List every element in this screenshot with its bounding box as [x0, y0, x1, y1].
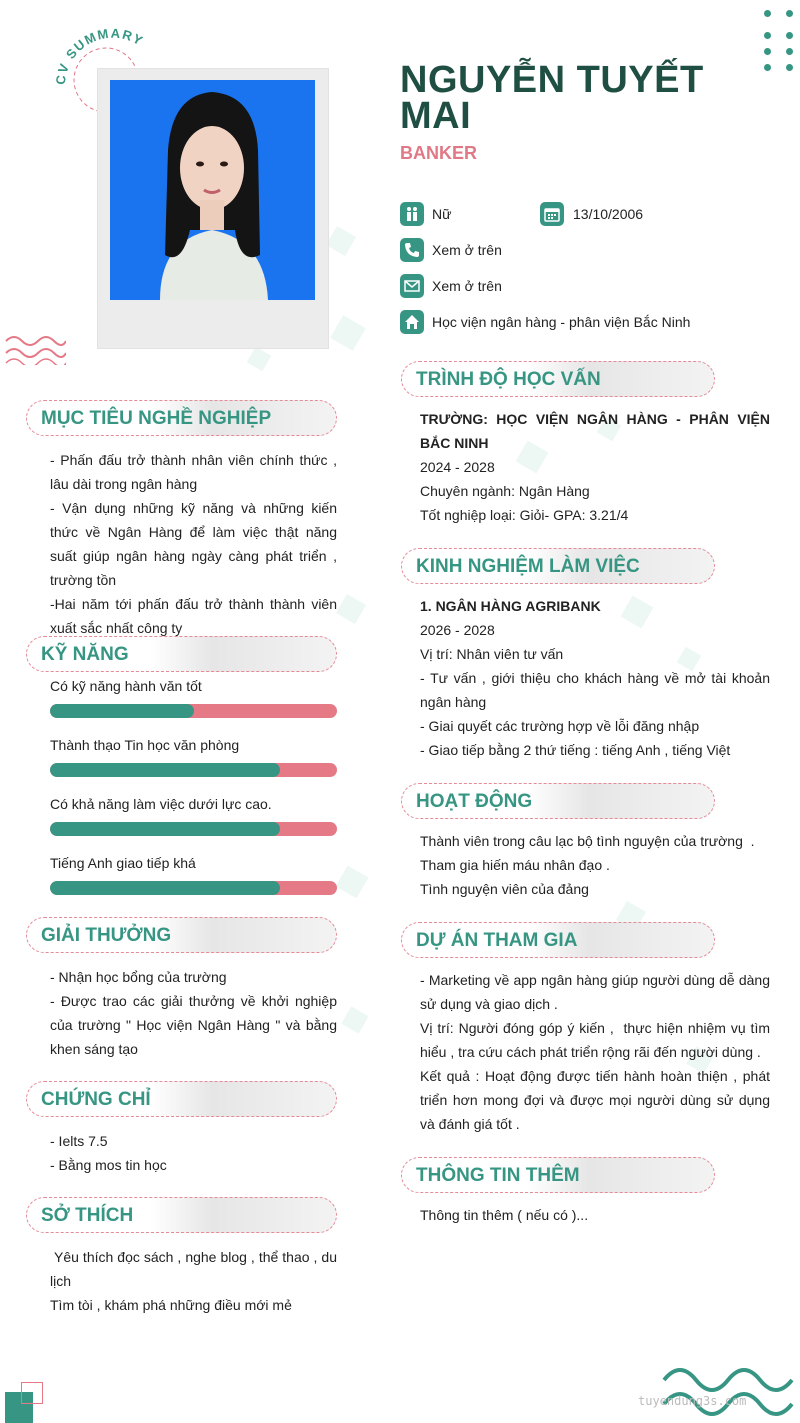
section-header-more-info: THÔNG TIN THÊM	[401, 1157, 715, 1193]
objective-text: - Phấn đấu trở thành nhân viên chính thức , lâu dài trong ngân hàng - Vận dụng những kỹ năng và những kiến thức về Ngân Hàng để làm việc thật năng suất giúp ngân hàng ngày càng phát triển , trường tồn -Hai năm tới phấn đấu trở thành thành viên xuất sắc nhất công ty	[50, 452, 337, 636]
watermark: tuyendung3s.com	[638, 1394, 747, 1408]
activities-text: Thành viên trong câu lạc bộ tình nguyện của trường . Tham gia hiến máu nhân đạo . Tình nguyện viên của đảng	[420, 833, 755, 897]
address-value: Học viện ngân hàng - phân viện Bắc Ninh	[432, 314, 691, 330]
awards-text: - Nhận học bổng của trường - Được trao các giải thưởng về khởi nghiệp của trường " Học viện Ngân Hàng " và bằng khen sáng tạo	[50, 969, 337, 1057]
email-value: Xem ở trên	[432, 278, 502, 294]
certificates-text: - Ielts 7.5 - Bằng mos tin học	[50, 1133, 167, 1173]
gender-row	[400, 202, 451, 226]
section-header-hobbies: SỞ THÍCH	[26, 1197, 337, 1233]
email-row	[400, 274, 502, 298]
phone-row	[400, 238, 502, 262]
birthday-value: 13/10/2006	[573, 206, 644, 222]
skill-bar	[50, 881, 337, 895]
calendar-icon	[540, 202, 564, 226]
decor	[336, 594, 366, 624]
person-name: NGUYỄN TUYẾT MAI	[400, 59, 704, 137]
wave-decoration-bottom	[662, 1360, 800, 1423]
skill-bar	[50, 763, 337, 777]
skill-bar	[50, 822, 337, 836]
skill-label: Có khả năng làm việc dưới lực cao.	[50, 796, 272, 812]
decor	[326, 226, 356, 256]
skill-label: Tiếng Anh giao tiếp khá	[50, 855, 196, 871]
section-header-awards: GIẢI THƯỞNG	[26, 917, 337, 953]
education-text: TRƯỜNG: HỌC VIỆN NGÂN HÀNG - PHÂN VIỆN BẮC NINH 2024 - 2028 Chuyên ngành: Ngân Hàng Tốt nghiệp loại: Giỏi- GPA: 3.21/4	[420, 411, 770, 523]
home-icon	[400, 310, 424, 334]
skill-bar-fill	[50, 704, 194, 718]
section-header-activities: HOẠT ĐỘNG	[401, 783, 715, 819]
decor	[330, 315, 366, 351]
more-info-text: Thông tin thêm ( nếu có )...	[420, 1207, 589, 1223]
phone-icon	[400, 238, 424, 262]
phone-value: Xem ở trên	[432, 242, 502, 258]
decor	[247, 347, 272, 372]
gender-icon	[400, 202, 424, 226]
experience-text: 1. NGÂN HÀNG AGRIBANK 2026 - 2028 Vị trí: Nhân viên tư vấn - Tư vấn , giới thiệu cho khách hàng về mở tài khoản ngân hàng - Giai quyết các trường hợp về lỗi đăng nhập - Giao tiếp bằng 2 thứ tiếng : tiếng Anh , tiếng Việt	[420, 598, 770, 758]
decor	[336, 866, 369, 899]
section-header-certificates: CHỨNG CHỈ	[26, 1081, 337, 1117]
decor	[341, 1006, 368, 1033]
email-icon	[400, 274, 424, 298]
birthday-row	[540, 202, 643, 226]
wave-decoration	[4, 333, 66, 365]
section-header-experience: KINH NGHIỆM LÀM VIỆC	[401, 548, 715, 584]
skill-label: Có kỹ năng hành văn tốt	[50, 678, 202, 694]
section-header-objective: MỤC TIÊU NGHỀ NGHIỆP	[26, 400, 337, 436]
gender-value: Nữ	[432, 206, 452, 222]
avatar	[110, 80, 315, 300]
skill-bar-fill	[50, 763, 280, 777]
section-header-projects: DỰ ÁN THAM GIA	[401, 922, 715, 958]
skill-bar-fill	[50, 822, 280, 836]
skill-bar-fill	[50, 881, 280, 895]
job-title: BANKER	[400, 143, 478, 163]
section-header-education: TRÌNH ĐỘ HỌC VẤN	[401, 361, 715, 397]
corner-square-outline	[21, 1382, 43, 1404]
hobbies-text: Yêu thích đọc sách , nghe blog , thể thao , du lịch Tìm tòi , khám phá những điều mới mẻ	[50, 1249, 341, 1313]
section-header-skills: KỸ NĂNG	[26, 636, 337, 672]
svg-text:CV SUMMARY: CV SUMMARY	[52, 25, 147, 86]
skill-label: Thành thạo Tin học văn phòng	[50, 737, 240, 753]
projects-text: - Marketing về app ngân hàng giúp người dùng dễ dàng sử dụng và giao dịch . Vị trí: Người đóng góp ý kiến , thực hiện nhiệm vụ tìm hiểu , tra cứu cách phát triển rộng rãi đến người dùng . Kết quả : Hoạt động được tiến hành hoàn thiện , phát triển hơn mong đợi và được mọi người dùng sử dụng và đánh giá tốt .	[420, 972, 774, 1132]
address-row	[400, 310, 690, 334]
skill-bar	[50, 704, 337, 718]
